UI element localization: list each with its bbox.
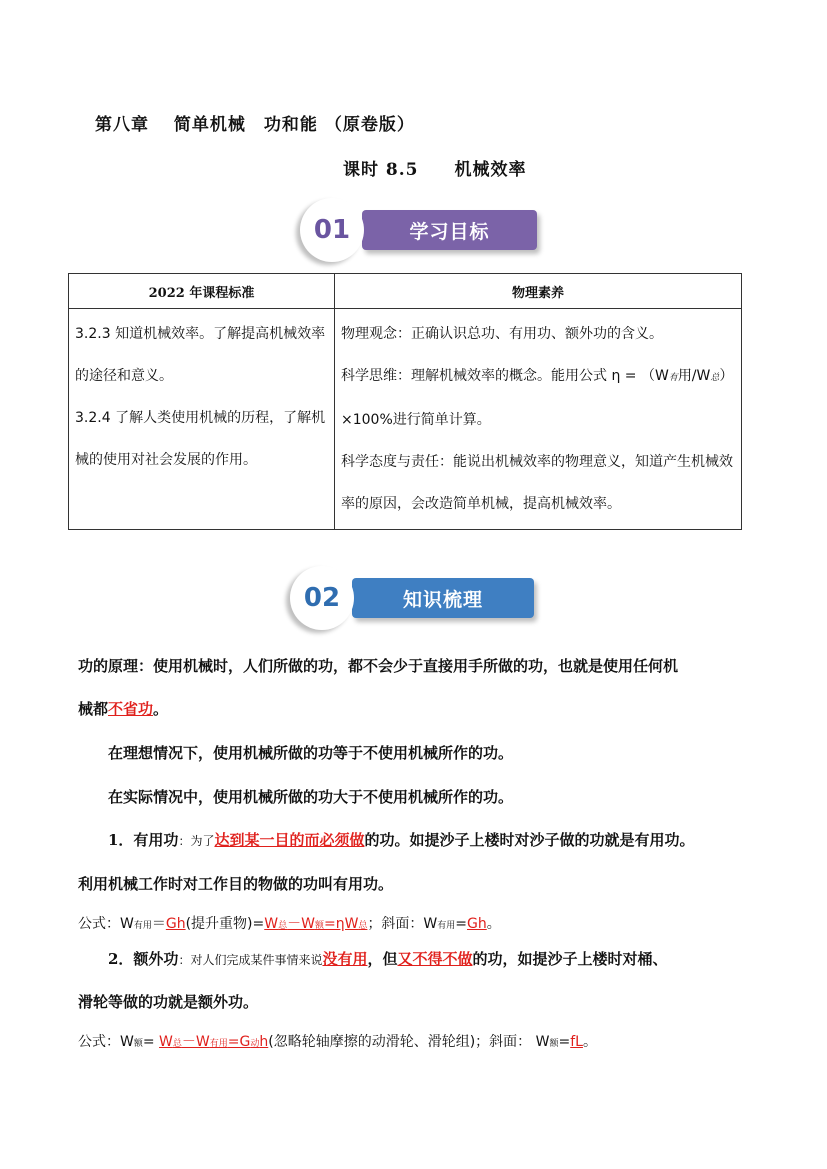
text: 。	[582, 1034, 597, 1050]
extra-work-definition	[108, 948, 668, 969]
principle-line-2	[78, 698, 168, 719]
text: －W	[181, 1034, 210, 1050]
text: W	[159, 1034, 173, 1050]
section-header-goals	[300, 198, 550, 262]
text: 用/W	[677, 368, 711, 384]
text: 械都	[78, 700, 109, 718]
subscript: 额	[133, 1039, 143, 1049]
text: =	[558, 1034, 571, 1050]
useful-work-definition	[108, 829, 694, 850]
answer-blank: 又不得不做	[397, 950, 473, 968]
answer-blank: 达到某一目的而必须做	[214, 831, 365, 849]
subscript: 总	[358, 921, 368, 931]
answer-blank: 不省功	[108, 700, 154, 718]
text: =G	[227, 1034, 251, 1050]
text: =	[455, 916, 468, 932]
text: (提升重物)=	[185, 916, 265, 932]
learning-goals-table	[68, 273, 742, 530]
subscript: 总	[278, 921, 288, 931]
text: =	[142, 1034, 160, 1050]
literacy-item	[341, 355, 735, 441]
text: ；斜面：W	[367, 916, 438, 932]
useful-work-formula	[78, 913, 501, 933]
text: ：为了	[178, 834, 215, 848]
text: 。	[486, 916, 501, 932]
text: =ηW	[323, 916, 359, 932]
text: h	[259, 1034, 269, 1050]
subscript: 总	[710, 373, 720, 383]
text: W	[264, 916, 279, 932]
text: 1．有用功	[108, 831, 179, 849]
curriculum-standard-cell	[69, 309, 335, 530]
section-header-knowledge	[290, 566, 550, 630]
text: 公式：W	[78, 1034, 134, 1050]
text: 。	[153, 700, 169, 718]
section-number-badge: 01	[300, 198, 364, 262]
section-title: 学习目标	[362, 210, 537, 250]
text: 的功。如提沙子上楼时对沙子做的功就是有用功。	[364, 831, 695, 849]
subscript: 有用	[209, 1039, 228, 1049]
literacy-item: 科学态度与责任：能说出机械效率的物理意义，知道产生机械效率的原因，会改造简单机械，提高机械效率。	[341, 454, 733, 512]
physics-literacy-cell	[335, 309, 742, 530]
answer-blank: 没有用	[322, 950, 368, 968]
chapter-title: 第八章 简单机械 功和能 （原卷版）	[95, 115, 415, 135]
text: 科学思维：理解机械效率的概念。能用公式 η = （W	[341, 368, 669, 384]
standard-item: 3.2.4 了解人类使用机械的历程，了解机械的使用对社会发展的作用。	[75, 410, 326, 468]
text: ：对人们完成某件事情来说	[178, 953, 323, 967]
text: ＝	[151, 916, 166, 932]
answer-blank	[264, 916, 367, 932]
answer-blank: Gh	[165, 916, 186, 932]
subscript: 有	[668, 373, 678, 383]
standard-item: 3.2.3 知道机械效率。了解提高机械效率的途径和意义。	[75, 326, 326, 384]
text: 2．额外功	[108, 950, 179, 968]
answer-blank: Gh	[467, 916, 487, 932]
section-number-badge: 02	[290, 566, 354, 630]
text: 公式：W	[78, 916, 134, 932]
literacy-item: 物理观念：正确认识总功、有用功、额外功的含义。	[341, 326, 663, 342]
subscript: 额	[549, 1039, 559, 1049]
lesson-title: 课时 8.5 机械效率	[343, 160, 527, 180]
useful-work-line-2: 利用机械工作时对工作目的物做的功叫有用功。	[78, 875, 394, 893]
actual-case: 在实际情况中，使用机械所做的功大于不使用机械所作的功。	[108, 788, 514, 806]
ideal-case: 在理想情况下，使用机械所做的功等于不使用机械所作的功。	[108, 744, 514, 762]
text: 的功，如提沙子上楼时对桶、	[472, 950, 668, 968]
subscript: 有用	[437, 921, 456, 931]
principle-line-1: 功的原理：使用机械时，人们所做的功，都不会少于直接用手所做的功，也就是使用任何机	[78, 657, 679, 675]
section-title: 知识梳理	[352, 578, 534, 618]
subscript: 总	[172, 1039, 182, 1049]
text: (忽略轮轴摩擦的动滑轮、滑轮组)；斜面： W	[268, 1034, 550, 1050]
column-header: 物理素养	[335, 274, 742, 309]
extra-work-line-2: 滑轮等做的功就是额外功。	[78, 993, 259, 1011]
extra-work-formula	[78, 1031, 597, 1051]
column-header: 2022 年课程标准	[69, 274, 335, 309]
text: －W	[287, 916, 315, 932]
text: ，但	[367, 950, 398, 968]
subscript: 额	[314, 921, 324, 931]
subscript: 有用	[133, 921, 152, 931]
answer-blank: fL	[570, 1034, 583, 1050]
subscript: 动	[250, 1039, 260, 1049]
text: ）×100%进行简单计算。	[341, 368, 734, 428]
answer-blank	[159, 1034, 268, 1050]
